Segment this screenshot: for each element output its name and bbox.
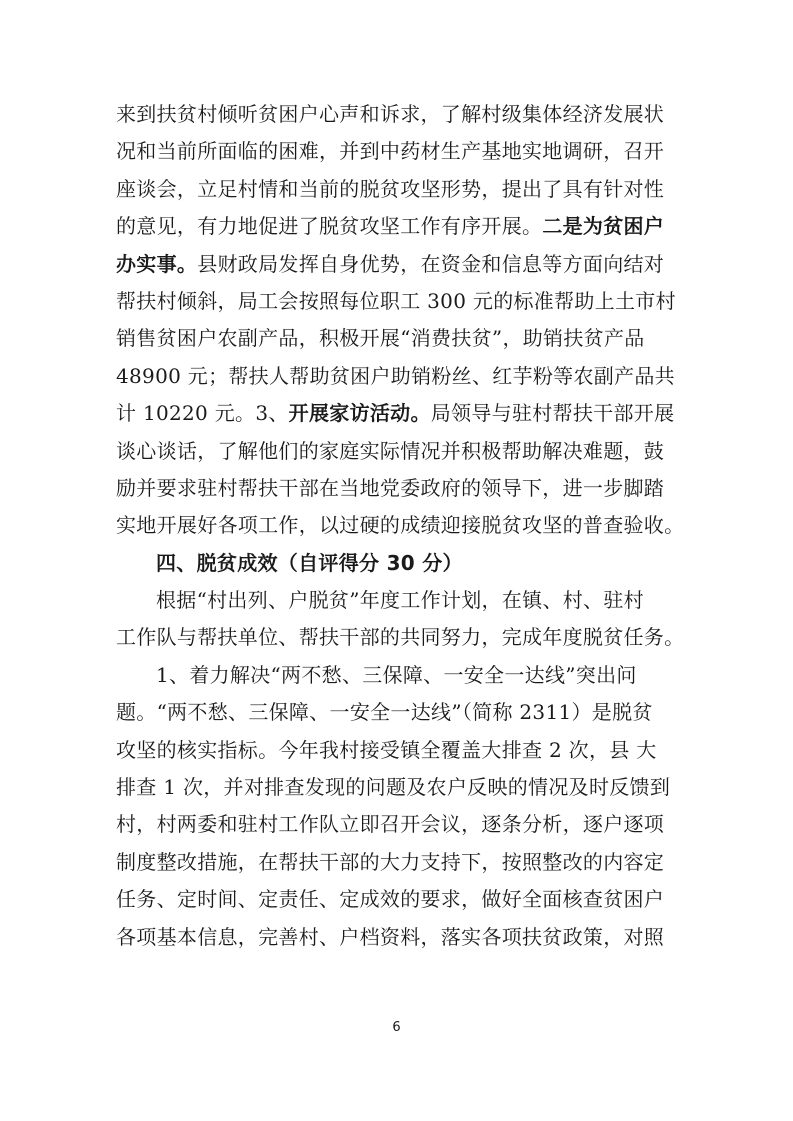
text-line: [116, 507, 699, 544]
text-span: 48900 元；帮扶人帮助贫困户助销粉丝、红芋粉等农副产品共: [116, 363, 675, 388]
bold-text: 二是为贫困户: [542, 214, 665, 239]
text-span: 帮扶村倾斜，局工会按照每位职工 300 元的标准帮助上土市村: [116, 288, 676, 313]
text-line: [116, 470, 699, 507]
text-span: 题。“两不愁、三保障、一安全一达线”（简称 2311）是脱贫: [116, 700, 653, 725]
text-line: [116, 283, 699, 320]
text-span: 局领导与驻村帮扶干部开展: [430, 401, 675, 426]
bold-text: 开展家访活动。: [288, 401, 431, 426]
text-span: 销售贫困户农副产品，积极开展“消费扶贫”，助销扶贫产品: [116, 326, 645, 351]
text-line: [116, 208, 699, 245]
text-line: [116, 395, 699, 432]
text-span: 根据“村出列、户脱贫”年度工作计划，在镇、村、驻村: [156, 588, 644, 613]
section-heading: [116, 545, 699, 582]
text-line: [116, 881, 699, 918]
text-line: [116, 582, 699, 619]
text-span: 谈心谈话，了解他们的家庭实际情况并积极帮助解决难题，鼓: [116, 438, 665, 463]
text-span: 工作队与帮扶单位、帮扶干部的共同努力，完成年度脱贫任务。: [116, 625, 685, 650]
text-line: [116, 96, 699, 133]
text-line: [116, 694, 699, 731]
text-line: [116, 433, 699, 470]
text-span: 来到扶贫村倾听贫困户心声和诉求，了解村级集体经济发展状: [116, 102, 665, 126]
text-line: [116, 358, 699, 395]
text-span: 况和当前所面临的困难，并到中药材生产基地实地调研，召开: [116, 139, 665, 164]
text-span: 实地开展好各项工作，以过硬的成绩迎接脱贫攻坚的普查验收。: [116, 513, 685, 538]
text-span: 排查 1 次，并对排查发现的问题及农户反映的情况及时反馈到: [116, 775, 671, 800]
text-line: [116, 320, 699, 357]
text-line: [116, 171, 699, 208]
text-line: [116, 732, 699, 769]
text-line: [116, 919, 699, 956]
text-span: 四、脱贫成效（自评得分 30 分）: [156, 550, 463, 575]
text-line: [116, 806, 699, 843]
text-span: 任务、定时间、定责任、定成效的要求，做好全面核查贫困户: [116, 887, 665, 912]
text-span: 制度整改措施，在帮扶干部的大力支持下，按照整改的内容定: [116, 849, 665, 874]
text-line: [116, 769, 699, 806]
text-line: [116, 657, 699, 694]
text-span: 励并要求驻村帮扶干部在当地党委政府的领导下，进一步脚踏: [116, 475, 665, 500]
text-span: 座谈会，立足村情和当前的脱贫攻坚形势，提出了具有针对性: [116, 176, 665, 201]
text-span: 的意见，有力地促进了脱贫攻坚工作有序开展。: [116, 214, 543, 239]
text-span: 村，村两委和驻村工作队立即召开会议，逐条分析，逐户逐项: [116, 812, 665, 837]
bold-text: 办实事。: [116, 251, 198, 276]
text-span: 1、着力解决“两不愁、三保障、一安全一达线”突出问: [156, 662, 637, 687]
text-span: 攻坚的核实指标。今年我村接受镇全覆盖大排查 2 次，县 大: [116, 737, 657, 762]
body-text: [116, 96, 699, 956]
text-line: [116, 844, 699, 881]
text-line: [116, 133, 699, 170]
text-span: 各项基本信息，完善村、户档资料，落实各项扶贫政策，对照: [116, 924, 665, 949]
text-span: 县财政局发挥自身优势，在资金和信息等方面向结对: [197, 251, 665, 276]
text-span: 计 10220 元。3、: [116, 401, 289, 426]
text-line: [116, 246, 699, 283]
text-line: [116, 619, 699, 656]
page-number: 6: [392, 1020, 401, 1035]
